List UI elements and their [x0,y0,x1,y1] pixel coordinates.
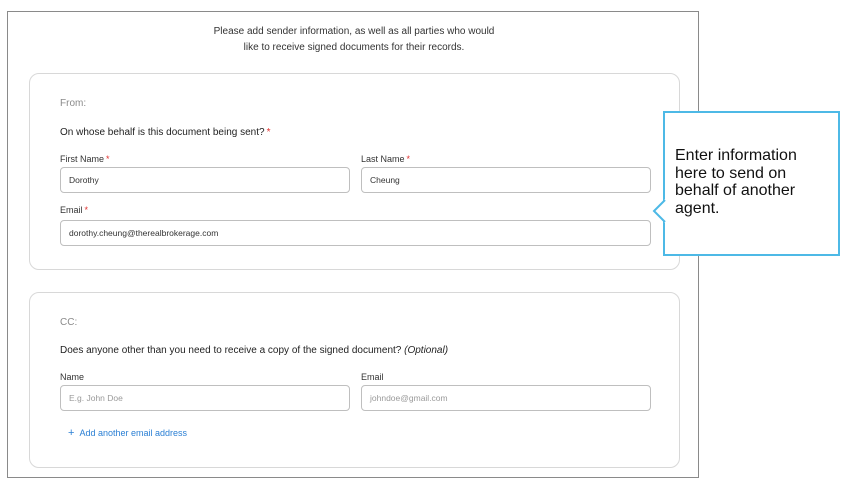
form-panel [7,11,699,478]
cc-email-label: Email [361,372,384,382]
add-email-link[interactable] [68,428,187,438]
intro-text [8,24,699,56]
optional-note: (Optional) [404,345,449,356]
intro-line-1: Please add sender information, as well as all parties who would [213,26,495,37]
cc-question-text: Does anyone other than you need to receive a copy of the signed document? [60,345,402,356]
cc-card [29,292,680,468]
callout-line-4: agent. [675,199,720,217]
callout-line-1: Enter information [675,147,797,164]
from-section-label: From: [60,98,87,109]
cc-email-input[interactable]: johndoe@gmail.com [361,385,651,411]
callout-line-3: behalf of another [675,182,796,199]
plus-icon: + [68,427,75,439]
required-mark: * [406,154,411,164]
callout-pointer [652,199,666,223]
first-name-label: First Name * [60,154,110,164]
add-email-label: Add another email address [79,428,188,438]
from-question [60,127,270,138]
email-input[interactable]: dorothy.cheung@therealbrokerage.com [60,220,651,246]
cc-section-label: CC: [60,317,78,328]
cc-name-label: Name [60,372,85,382]
cc-name-input[interactable]: E.g. John Doe [60,385,350,411]
last-name-label: Last Name * [361,154,411,164]
required-mark: * [266,127,271,138]
from-card [29,73,680,270]
intro-line-2: like to receive signed documents for their records. [243,42,465,53]
first-name-input[interactable]: Dorothy [60,167,350,193]
required-mark: * [84,205,89,215]
required-mark: * [106,154,110,164]
from-question-text: On whose behalf is this document being sent? [60,127,265,138]
callout-box [663,111,840,256]
last-name-input[interactable]: Cheung [361,167,651,193]
cc-question [60,345,448,356]
email-label: Email * [60,205,89,215]
callout-line-2: here to send on [675,164,787,182]
